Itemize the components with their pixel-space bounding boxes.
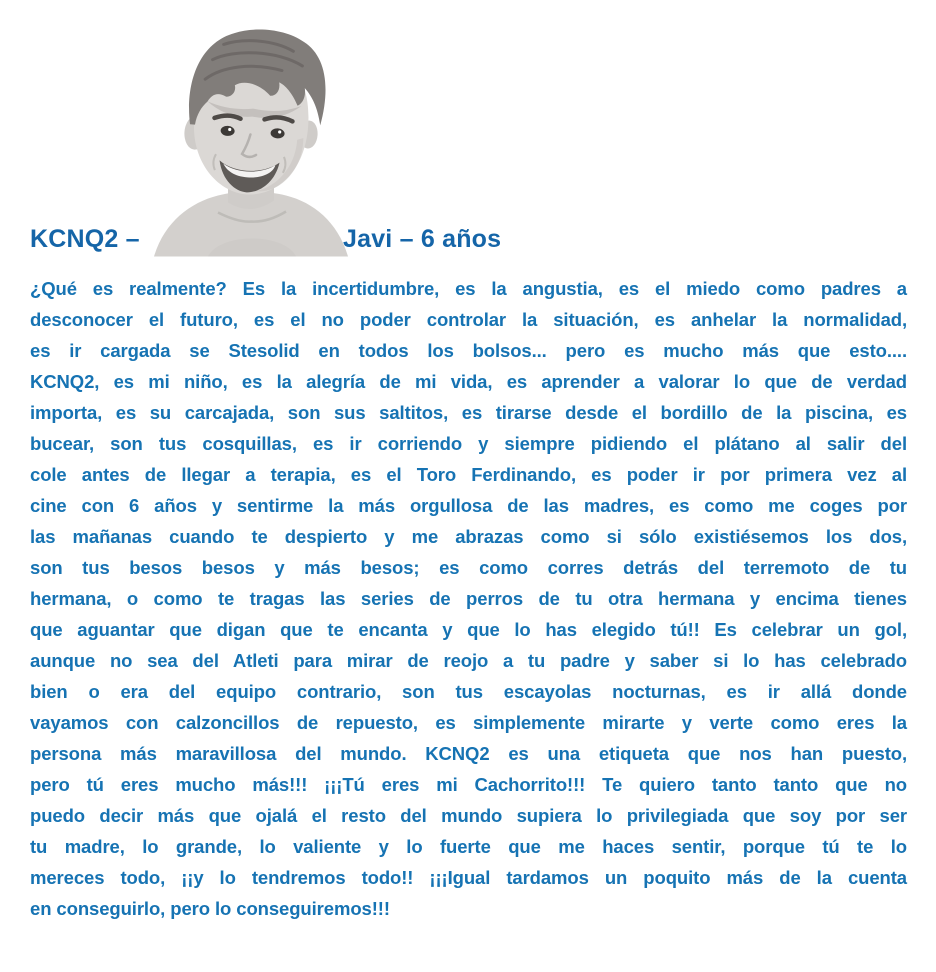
paragraph-line: KCNQ2, es mi niño, es la alegría de mi vida, es aprender a valorar lo que de verdad [30,371,907,392]
paragraph-line: bucear, son tus cosquillas, es ir corriendo y siempre pidiendo el plátano al salir del [30,433,907,454]
paragraph-line: que aguantar que digan que te encanta y que lo has elegido tú!! Es celebrar un gol, [30,619,907,640]
paragraph-line: aunque no sea del Atleti para mirar de reojo a tu padre y saber si lo has celebrado [30,650,907,671]
paragraph-line: cine con 6 años y sentirme la más orgullosa de las madres, es como me coges por [30,495,907,516]
face [180,25,329,200]
paragraph-line: importa, es su carcajada, son sus saltitos, es tirarse desde el bordillo de la piscina, es [30,402,907,423]
paragraph-line: persona más maravillosa del mundo. KCNQ2 es una etiqueta que nos han puesto, [30,743,907,764]
gene-label: KCNQ2 – [30,225,140,253]
paragraph-line: pero tú eres mucho más!!! ¡¡¡Tú eres mi Cachorrito!!! Te quiero tanto tanto que no [30,774,907,795]
paragraph-line: las mañanas cuando te despierto y me abrazas como si sólo existiésemos los dos, [30,526,907,547]
paragraph-line: mereces todo, ¡¡y lo tendremos todo!! ¡¡¡Igual tardamos un poquito más de la cuenta [30,867,907,888]
testimonial-paragraph [30,273,907,924]
paragraph-line: cole antes de llegar a terapia, es el Toro Ferdinando, es poder ir por primera vez al [30,464,907,485]
paragraph-line: hermana, o como te tragas las series de perros de tu otra hermana y encima tienes [30,588,907,609]
paragraph-line: desconocer el futuro, es el no poder controlar la situación, es anhelar la normalidad, [30,309,907,330]
paragraph-line: puedo decir más que ojalá el resto del mundo supiera lo privilegiada que soy por ser [30,805,907,826]
paragraph-line: vayamos con calzoncillos de repuesto, es simplemente mirarte y verte como eres la [30,712,907,733]
paragraph-line: bien o era del equipo contrario, son tus escayolas nocturnas, es ir allá donde [30,681,907,702]
paragraph-line: tu madre, lo grande, lo valiente y lo fuerte que me haces sentir, porque tú te lo [30,836,907,857]
paragraph-line: son tus besos besos y más besos; es como corres detrás del terremoto de tu [30,557,907,578]
paragraph-line: en conseguirlo, pero lo conseguiremos!!! [30,898,390,919]
paragraph-line: ¿Qué es realmente? Es la incertidumbre, es la angustia, es el miedo como padres a [30,278,907,299]
child-name-label: Javi – 6 años [343,225,502,253]
boy-portrait-illustration [148,16,355,257]
child-photo [148,16,355,257]
paragraph-line: es ir cargada se Stesolid en todos los bolsos... pero es mucho más que esto.... [30,340,907,361]
